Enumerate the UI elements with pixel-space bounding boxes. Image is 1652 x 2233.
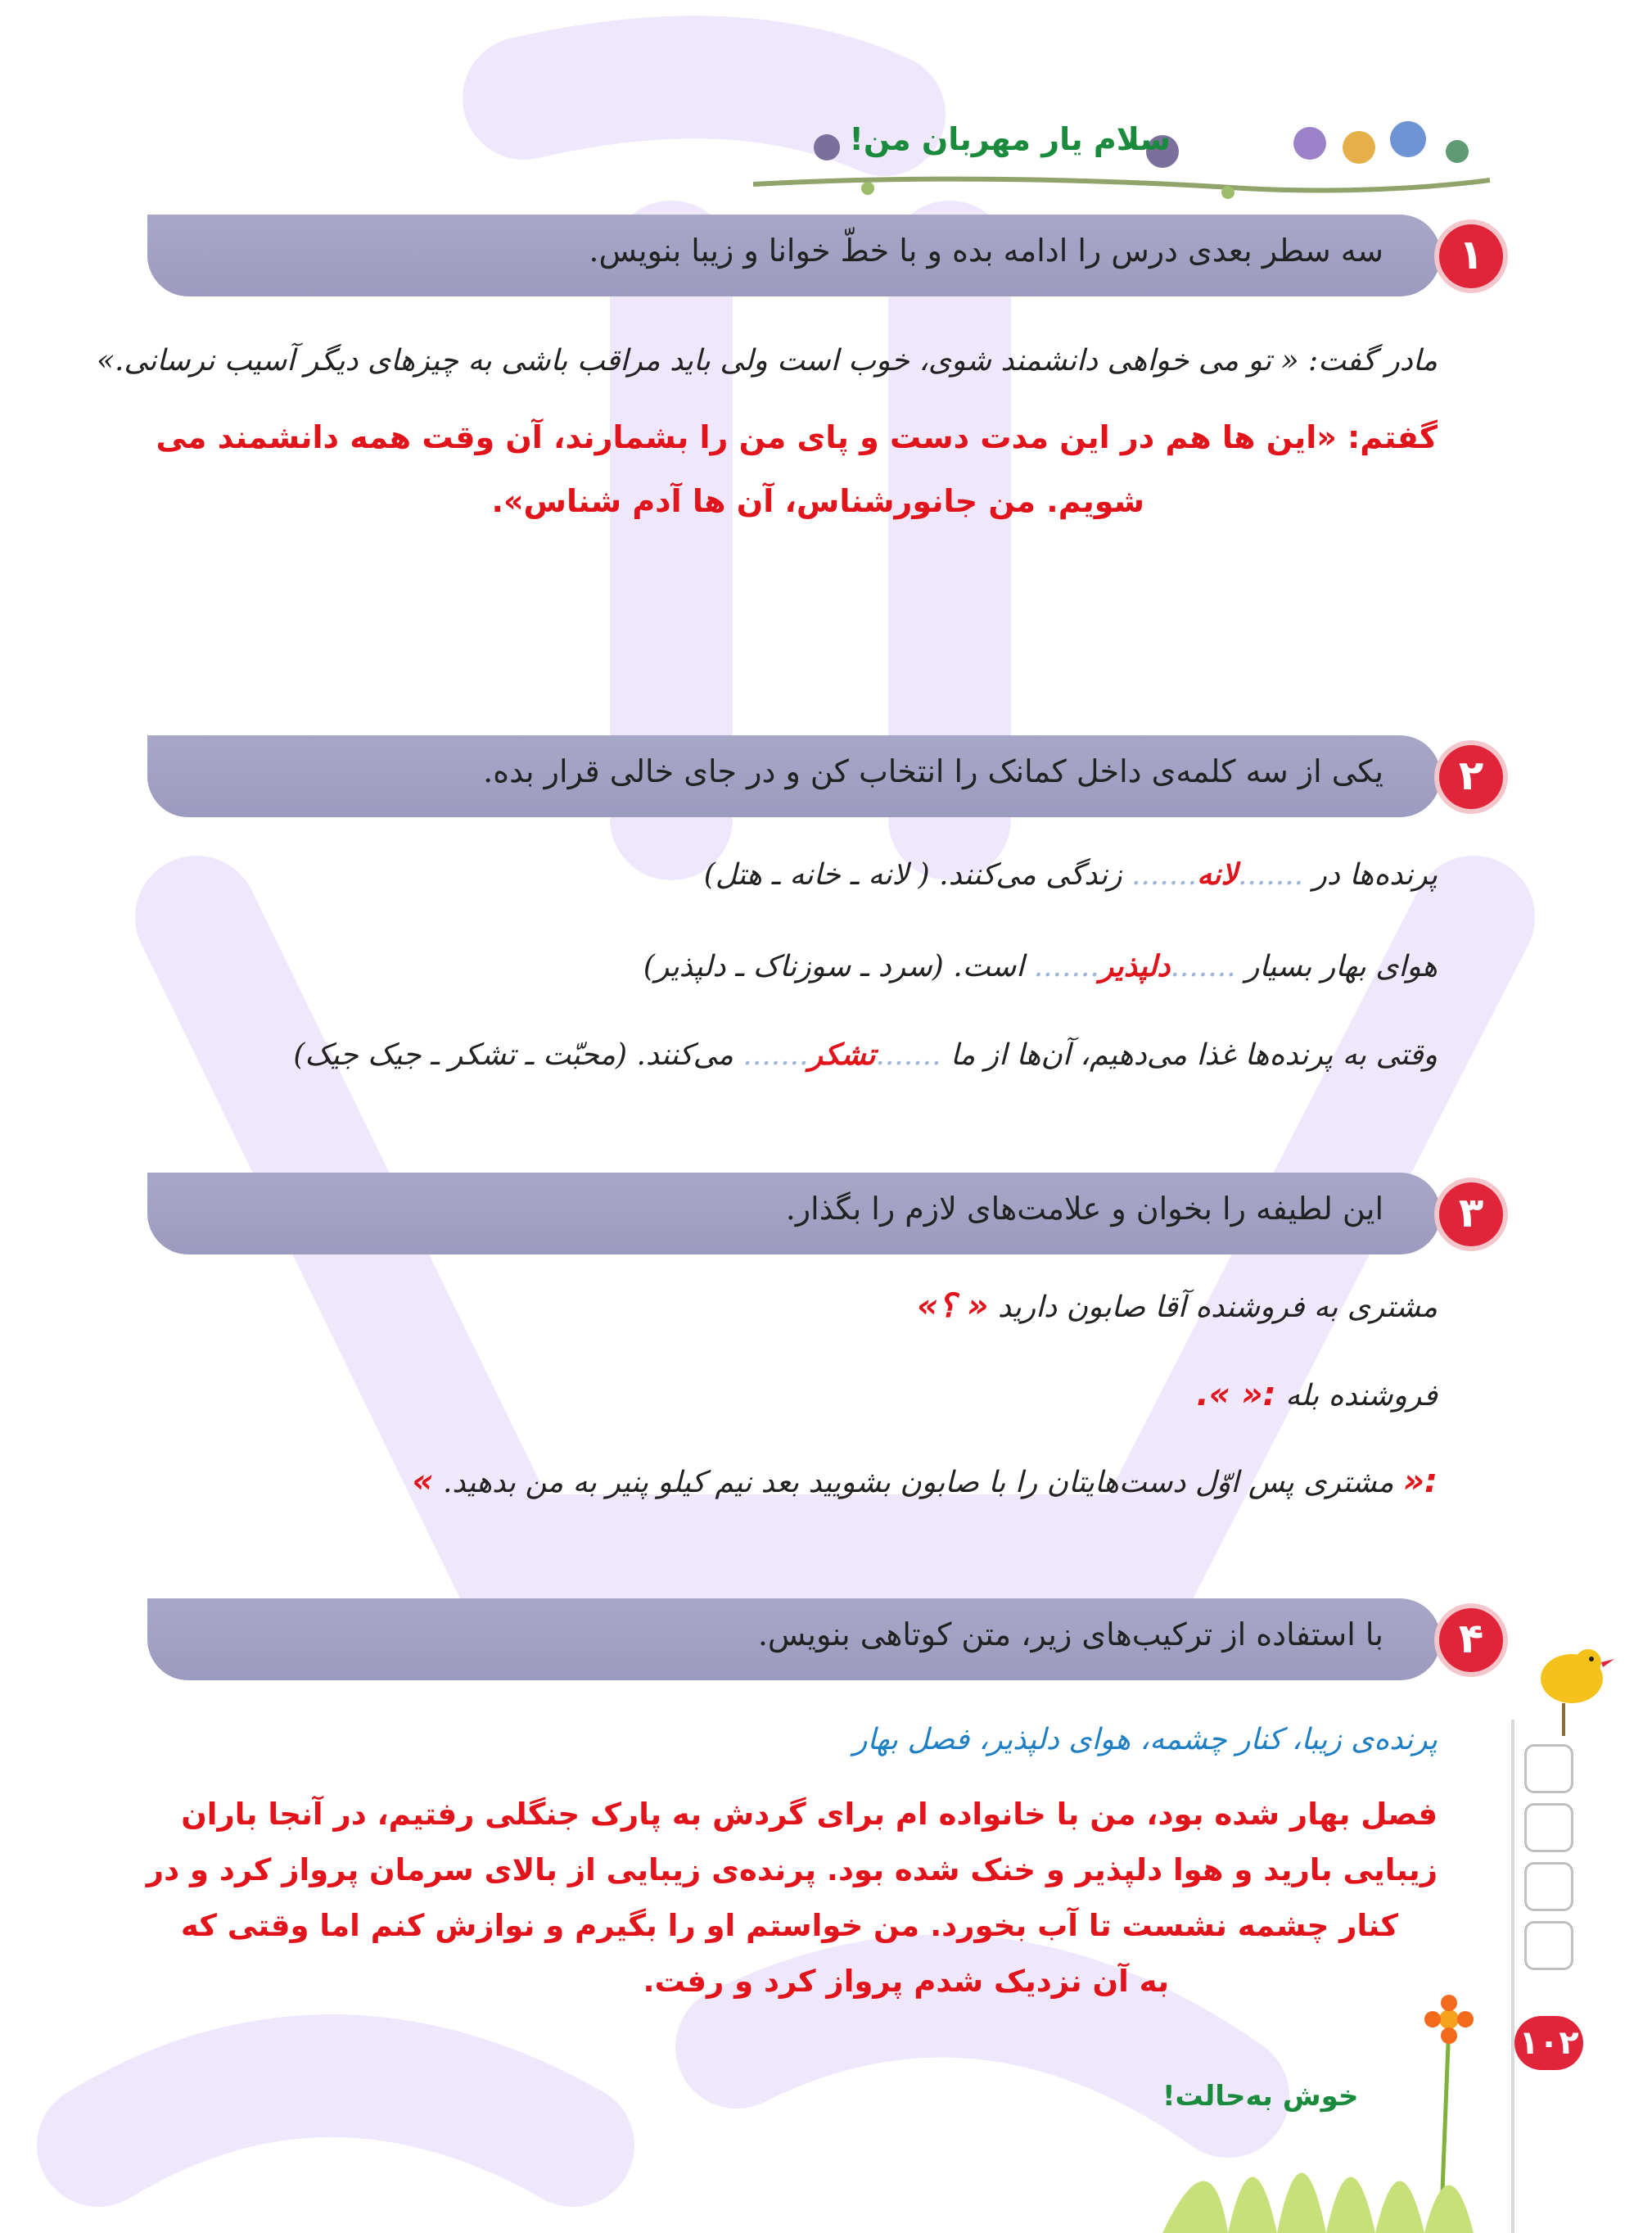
q2-s3-start: وقتی به پرنده‌ها غذا می‌دهیم، آن‌ها از ما [950, 1038, 1438, 1072]
q3-line-1-text: مشتری به فروشنده آقا صابون دارید [997, 1291, 1438, 1324]
q2-sentence-3 [293, 1038, 1438, 1072]
instruction-text-3: این لطیفه را بخوان و علامت‌های لازم را بگذار. [785, 1191, 1383, 1227]
instruction-bar-1 [147, 215, 1441, 296]
q4-answer-line-1: فصل بهار شده بود، من با خانواده ام برای گردش به پارک جنگلی رفتیم، در آنجا باران [181, 1797, 1438, 1832]
q2-s3-options: (محبّت ـ تشکر ـ جیک جیک) [293, 1038, 628, 1072]
q2-s1-start: پرنده‌ها در [1312, 858, 1438, 892]
q3-line-3-open: :« [1403, 1462, 1438, 1500]
q2-s1-answer: لانه [1197, 858, 1238, 892]
section-number-2: ۲ [1439, 745, 1503, 809]
q4-phrases: پرنده‌ی زیبا، کنار چشمه، هوای دلپذیر، فصل بهار [853, 1723, 1438, 1756]
section-number-1: ۱ [1439, 224, 1503, 288]
instruction-text-2: یکی از سه کلمه‌ی داخل کمانک را انتخاب کن و در جای خالی قرار بده. [483, 753, 1383, 789]
q2-s2-end: است. [953, 950, 1025, 983]
progress-box [1524, 1744, 1573, 1793]
page-number: ۱۰۲ [1514, 2016, 1583, 2070]
header-title: سلام یار مهربان من! [849, 121, 1171, 157]
q3-line-3-text: مشتری پس اوّل دست‌هایتان را با صابون بشویید بعد نیم کیلو پنیر به من بدهید. [442, 1466, 1394, 1499]
q2-s3-end: می‌کنند. [636, 1038, 733, 1072]
q1-answer-line-1: گفتم: «این ها هم در این مدت دست و پای من را بشمارند، آن وقت همه دانشمند می [156, 419, 1438, 455]
section-number-3: ۳ [1439, 1182, 1503, 1246]
q3-line-1 [917, 1287, 1438, 1325]
progress-box [1524, 1803, 1573, 1852]
progress-boxes [1524, 1744, 1573, 1980]
header-banner [737, 106, 1506, 205]
q3-line-3-close: » [412, 1462, 434, 1500]
q2-sentence-2 [643, 950, 1438, 983]
instruction-bar-2 [147, 735, 1441, 817]
q2-s2-answer: دلپذیر [1099, 950, 1171, 983]
instruction-bar-4 [147, 1598, 1441, 1680]
q1-answer-line-2: شویم. من جانورشناس، آن ها آدم شناس». [491, 483, 1144, 519]
q1-printed-text: مادر گفت: « تو می خواهی دانشمند شوی، خوب است ولی باید مراقب باشی به چیزهای دیگر آسیب نرسانی.» [96, 344, 1438, 377]
q4-answer-line-3: کنار چشمه نشست تا آب بخورد. من خواستم او را بگیرم و نوازش کنم اما وقتی که [180, 1908, 1398, 1943]
q3-line-3 [412, 1462, 1438, 1500]
bird-icon [1523, 1630, 1621, 1744]
grass-illustration [1162, 2096, 1506, 2233]
progress-box [1524, 1862, 1573, 1911]
progress-box [1524, 1921, 1573, 1970]
section-number-4: ۴ [1439, 1608, 1503, 1672]
q3-line-1-marks: « ؟» [917, 1287, 989, 1325]
q4-answer-line-4: به آن نزدیک شدم پرواز کرد و رفت. [643, 1964, 1169, 1999]
q2-s1-options: ( لانه ـ خانه ـ هتل) [703, 858, 930, 892]
instruction-text-1: سه سطر بعدی درس را ادامه بده و با خطّ خوانا و زیبا بنویس. [589, 233, 1383, 269]
q2-s1-end: زندگی می‌کنند. [939, 858, 1122, 892]
q3-line-2-marks: :« ». [1196, 1376, 1276, 1413]
q2-s2-start: هوای بهار بسیار [1245, 950, 1438, 983]
instruction-text-4: با استفاده از ترکیب‌های زیر، متن کوتاهی بنویس. [757, 1616, 1383, 1652]
blank-dots: ....... [742, 1038, 809, 1072]
margin-line [1511, 1720, 1514, 2233]
q4-answer-line-2: زیبایی بارید و هوا دلپذیر و خنک شده بود. پرنده‌ی زیبایی از بالای سرمان پرواز کرد و در [146, 1852, 1438, 1887]
q2-s2-options: (سرد ـ سوزناک ـ دلپذیر) [643, 950, 944, 983]
q3-line-2-text: فروشنده بله [1285, 1379, 1438, 1413]
blank-dots: ....... [1170, 950, 1236, 983]
instruction-bar-3 [147, 1173, 1441, 1254]
footer-text: خوش به‌حالت! [1162, 2080, 1359, 2113]
q2-sentence-1 [704, 858, 1438, 892]
blank-dots: ....... [875, 1038, 941, 1072]
blank-dots: ....... [1033, 950, 1099, 983]
blank-dots: ....... [1131, 858, 1198, 892]
q3-line-2 [1197, 1376, 1438, 1413]
q2-s3-answer: تشکر [808, 1038, 876, 1072]
blank-dots: ....... [1237, 858, 1304, 892]
